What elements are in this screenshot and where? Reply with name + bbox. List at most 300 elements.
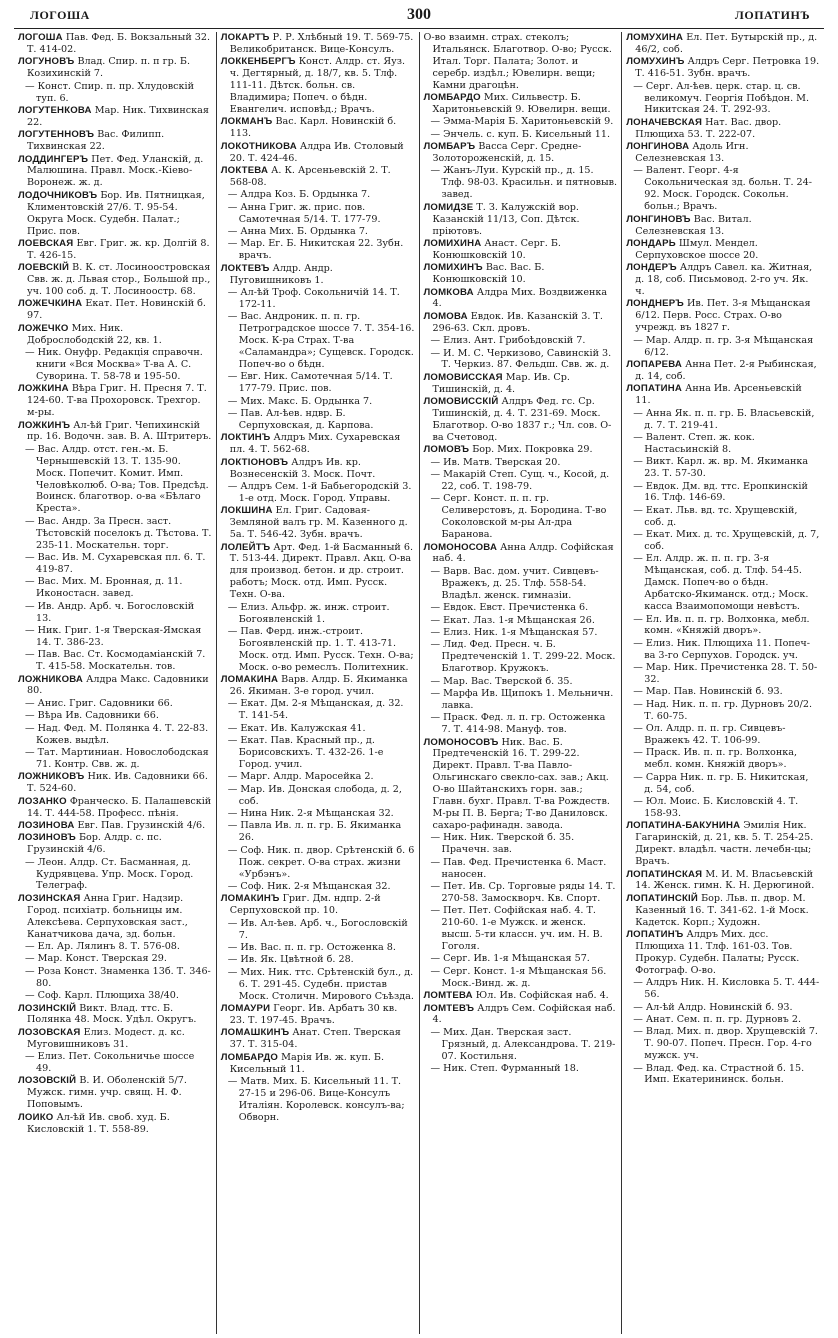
directory-entry [221,626,415,674]
entry-details: Праск. Ив. п. п. гр. Волхонка, мебл. комн. Княжiй дворъ». [644,747,797,771]
entry-details: Евг. Григ. ж. кр. Долгiй 8. Т. 426-15. [27,237,210,261]
directory-entry [424,676,618,688]
directory-entry [626,686,820,698]
directory-entry [626,432,820,456]
directory-entry [424,335,618,347]
entry-surname: ЛОНДЕРЪ [626,262,677,274]
entry-details: Екат. Дм. 2-я Мѣщанская, д. 32. Т. 141-54. [238,698,404,722]
entry-details: Анна Пет. 2-я Рыбинская, д. 14, соб. [635,358,817,382]
entry-details: Ел. Ив. п. п. гр. Волхонка, мебл. комн. «Княжiй дворъ». [644,613,810,637]
entry-details: Жанъ-Луи. Курскiй пр., д. 15. Тлф. 98-03. Красильн. и пятновыв. завед. [441,165,618,201]
entry-details: А. К. Арсеньевскiй 2. Т. 568-08. [229,164,391,188]
entry-details: Ив. Андр. Арб. ч. Богословскiй 13. [36,600,195,624]
directory-entry [221,942,415,954]
directory-entry [221,396,415,408]
entry-details: Алдра Мих. Воздвиженка 4. [432,286,608,310]
directory-entry [626,699,820,723]
entry-surname: ЛОМОВЪ [423,444,470,456]
directory-entry [221,542,415,602]
entry-surname: ЛОКШИНА [220,505,273,517]
directory-entry [221,165,415,189]
entry-details: Влад. Спир. п. п гр. Б. Козихинскiй 7. [27,56,190,80]
directory-entry [626,383,820,407]
entry-details: Елиз. Модест. д. кс. Муговишниковъ 31. [27,1026,185,1050]
directory-entry [626,614,820,638]
entry-details: Анат. Сем. п. п. гр. Дурновъ 2. [645,1013,801,1025]
directory-entry [626,56,820,80]
directory-entry [18,81,212,105]
entry-details: Алдръ Фед. гс. Ср. Тишинскiй, д. 4. Т. 231-69. Моск. Благотвор. О-во 1837 г.; Чл. сов. О-ва Счетовод. [432,396,612,443]
directory-entry [626,32,820,56]
directory-entry [424,688,618,712]
entry-details: Анис. Григ. Садовники 66. [37,697,173,709]
entry-surname: ЛОЗИНОВЪ [18,832,76,844]
entry-details: В. К. ст. Лосиноостровская Свв. ж. д. Львая стор., Большой пр., уч. 100 соб. д. Т. Лосиноостр. 68. [27,262,211,298]
directory-entry [18,1051,212,1075]
entry-details: Ал-ѣй Алдр. Новинскiй б. 93. [645,1001,793,1013]
entry-details: Бор. Алдр. с. пс. Грузинскiй 4/6. [27,832,162,856]
entry-surname: ЛОНАЧЕВСКАЯ [626,116,703,128]
directory-entry [221,505,415,541]
directory-columns [14,32,824,1334]
directory-entry [424,396,618,444]
directory-entry [221,408,415,432]
directory-entry [221,56,415,116]
running-head-right: ЛОПАТИНЪ [734,8,810,22]
directory-entry [626,796,820,820]
directory-entry [221,698,415,722]
entry-details: И. М. С. Черкизово, Савинскiй 3. Т. Черкиз. 87. Фельдш. Свв. ж. д. [441,347,612,371]
entry-surname: ЛОПАТИНСКIЙ [626,892,699,904]
entry-details: Матв. Мих. Б. Кисельный 11. Т. 27-15 и 296-06. Вице-Консулъ Италiян. Королевск. консулъ-ва; Обворн. [238,1075,405,1123]
entry-details: Анаст. Серг. Б. Конюшковскiй 10. [432,237,561,261]
entry-details: Соф. Ник. 2-я Мѣщанская 32. [240,880,391,892]
entry-details: Юл. Моис. Б. Кисловскiй 4. Т. 158-93. [644,796,799,819]
directory-entry [221,893,415,917]
directory-entry [18,953,212,965]
directory-entry [424,542,618,566]
entry-details: Викт. Влад. ттс. Б. Полянка 48. Моск. Удѣл. Округъ. [27,1002,197,1026]
entry-details: Нат. Вас. двор. Плющиха 53. Т. 222-07. [635,116,782,140]
directory-entry [424,905,618,953]
directory-entry [221,881,415,893]
entry-surname: ЛОМОВА [423,310,468,322]
directory-entry [626,298,820,334]
entry-details: Ник. Григ. 1-я Тверская-Ямская 14. Т. 386-23. [36,624,202,648]
entry-details: Ал-ѣй Ив. своб. худ. Б. Кисловскiй 1. Т. 558-89. [27,1111,170,1135]
directory-entry [424,639,618,675]
directory-entry [626,81,820,117]
entry-surname: ЛОГУТЕННОВЪ [18,129,95,141]
directory-entry [626,214,820,238]
entry-details: Шмул. Мендел. Серпуховское шоссе 20. [635,237,759,261]
directory-entry [221,371,415,395]
directory-entry [18,747,212,771]
entry-surname: ЛОЗИНОВА [18,819,75,831]
entry-surname: ЛОГОША [18,32,63,43]
entry-surname: ЛОЛЕЙТЪ [220,541,271,553]
entry-surname: ЛОМАКИНЪ [220,893,280,905]
entry-details: Екат. Льв. вд. тс. Хрущевскiй, соб. д. [644,504,798,528]
entry-details: Евдок. Евст. Пречистенка 6. [443,602,589,614]
entry-surname: ЛОМКОВА [423,286,474,298]
entry-details: Мар. Вас. Тверской б. 35. [443,675,573,687]
entry-surname: ЛОНДАРЬ [626,237,676,249]
entry-details: Вас. Ив. М. Сухаревская пл. 6. Т. 419-87. [36,551,206,575]
directory-entry [626,456,820,480]
directory-entry [18,698,212,710]
directory-entry [221,808,415,820]
directory-entry [18,420,212,444]
directory-entry [424,615,618,627]
directory-entry [18,298,212,322]
entry-details: Елиз. Ник. Плющиха 11. Попеч-ва 3-го Серпухов. Городск. уч. [644,637,810,661]
directory-entry [221,1027,415,1051]
entry-surname: ЛОЖЕЧКО [18,322,69,334]
directory-entry [221,967,415,1003]
entry-details: Леон. Алдр. Ст. Басманная, д. Кудрявцева. Упр. Моск. Город. Телеграф. [36,856,194,892]
directory-entry [221,238,415,262]
entry-details: Ел. Алдр. ж. п. п. гр. 3-я Мѣщанская, соб. д. Тлф. 54-45. Дамск. Попеч-во о бѣдн. Арбатско-Якиманск. отд.; Моск. касса Взаимопомощи невѣстъ. [644,553,809,613]
entry-details: Мар. Ив. Донская слобода, д. 2, соб. [238,783,402,807]
directory-entry [18,154,212,190]
entry-details: Алдра Коз. Б. Ордынка 7. [240,189,371,201]
directory-entry [626,117,820,141]
entry-surname: ЛОКТЕВА [220,164,269,176]
entry-details: Мар. Ник. Пречистенка 28. Т. 50-32. [644,662,818,686]
directory-entry [626,408,820,432]
directory-entry [221,116,415,140]
directory-entry [18,990,212,1002]
directory-entry [424,566,618,602]
entry-details: Мих. Ник. ттс. Срѣтенскiй бул., д. 6. Т. 291-45. Судебн. пристав Моск. Столичн. Мирового Съѣзда. [238,966,414,1002]
entry-surname: ЛОККЕНБЕРГЪ [220,56,296,68]
directory-entry [221,263,415,287]
entry-details: Ел. Григ. Садовая-Земляной валъ гр. М. Казенного д. 5а. Т. 546-42. Зубн. врачъ. [229,505,408,541]
directory-entry [18,893,212,941]
entry-details: Анна Григ. Надзир. Город. психiатр. больницы им. Алексѣева. Серпуховская заст., Канатчикова дача, зд. больн. [27,892,188,940]
running-head-left: ЛОГОША [30,8,90,22]
directory-entry [626,238,820,262]
entry-details: Пет. Фед. Уланскiй, д. Малюшина. Правл. Моск.-Кiево-Воронеж. ж. д. [27,153,204,189]
directory-entry [626,772,820,796]
directory-entry [221,457,415,481]
entry-details: Ник. Онуфр. Редакцiя справочн. книги «Вся Москва» Т-ва А. С. Суворина. Т. 58-78 и 195-50. [36,347,203,382]
directory-entry [424,457,618,469]
entry-details: Валент. Георг. 4-я Сокольническая зд. больн. Т. 24-92. Моск. Городск. Сокольн. больн.; Врачъ. [644,165,813,213]
directory-entry [424,238,618,262]
directory-entry [626,1002,820,1014]
entry-surname: ЛОМБАРДО [220,1051,279,1063]
entry-surname: ЛОМОНОСОВА [423,541,498,553]
column-4 [622,32,824,1334]
directory-entry [18,710,212,722]
directory-entry [626,977,820,1001]
entry-details: Мих. Сильвестр. Б. Харитоньевскiй 9. Ювелирн. вещи. [432,92,611,115]
entry-surname: ЛОМИХИНЪ [423,262,483,274]
directory-entry [221,1076,415,1124]
entry-details: Анна Як. п. п. гр. Б. Власьевскiй, д. 7. Т. 219-41. [644,407,815,431]
entry-details: Варв. Вас. дом. учит. Сивцевъ-Вражекъ, д. 25. Тлф. 558-54. Владѣл. женск. гимназiи. [441,565,599,601]
entry-details: Вас. Филипп. Тихвинская 22. [27,129,165,153]
entry-details: Серг. Конст. 1-я Мѣщанская 56. Моск.-Винд. ж. д. [441,965,607,989]
entry-surname: ЛОНГИНОВЪ [626,213,691,225]
entry-details: Серг. Конст. п. п. гр. Селиверстовъ, д. Бородина. Т-во Соколовской м-ры Ал-дра Баранова. [441,493,607,541]
entry-details: Алдръ Мих. Сухаревская пл. 4. Т. 562-68. [229,432,401,456]
directory-entry [626,638,820,662]
directory-entry [221,784,415,808]
entry-details: Мих. Дан. Тверская заст. Грязный, д. Александрова. Т. 219-07. Костильня. [441,1026,616,1062]
entry-details: Елиз. Ник. 1-я Мѣщанская 57. [443,626,598,638]
entry-surname: ЛОМИХИНА [423,237,482,249]
directory-entry [424,857,618,881]
directory-entry [221,287,415,311]
directory-entry [221,432,415,456]
entry-surname: ЛОПАТИНСКАЯ [626,868,703,880]
entry-surname: ЛОКТЕВЪ [220,262,270,274]
entry-details: Ол. Алдр. п. п. гр. Сивцевъ-Вражекъ 42. Т. 106-99. [644,723,786,747]
entry-surname: ЛОКАРТЪ [220,32,270,43]
entry-details: Ник. Вас. Б. Предтеченскiй 16. Т. 299-22. Директ. Правл. Т-ва Павло-Ольгинскаго свекло-сах. зав.; Акц. О-во Шайтанскихъ горн. зав.; Главн. бухг. Правл. Т-ва Рождеств. М-ры П. В. Берга; Т-во Даниловск. сахаро-рафинадн. завода. [432,736,610,831]
directory-entry [424,165,618,201]
directory-entry [221,674,415,698]
entry-details: Елиз. Ант. Грибоѣдовскiй 7. [443,335,586,347]
entry-details: Анат. Степ. Тверская 37. Т. 315-04. [229,1027,401,1051]
entry-details: Екат. Пет. Новинскiй б. 97. [27,298,206,322]
directory-entry [626,1026,820,1062]
entry-surname: ЛОПАТИНА-БАКУНИНА [626,820,741,832]
entry-details: М. И. М. Власьевскiй 14. Женск. гимн. К. Н. Дерюгиной. [635,868,815,892]
entry-surname: ЛОКМАНЪ [220,116,273,128]
directory-entry [424,372,618,396]
entry-details: Мар. Ник. Тихвинская 22. [27,104,209,128]
directory-entry [18,383,212,419]
entry-details: Над. Ник. п. п. гр. Дурновъ 20/2. Т. 60-75. [644,698,813,722]
entry-surname: ЛОМАКИНА [220,674,279,686]
entry-surname: ЛОКОТНИКОВА [220,140,297,152]
entry-surname: ЛОМОНОСОВЪ [423,736,499,748]
entry-details: Евг. Ник. Самотечная 5/14. Т. 177-79. Прис. пов. [238,371,393,395]
column-2 [217,32,420,1334]
entry-surname: ЛОИКО [18,1111,54,1123]
entry-details: Ив. Пет. 3-я Мѣщанская 6/12. Перв. Росс. Страх. О-во учрежд. въ 1827 г. [635,298,811,334]
directory-entry [626,165,820,213]
directory-entry [221,820,415,844]
entry-details: Евг. Пав. Грузинскiй 4/6. [77,819,206,831]
entry-details: Бор. Ив. Пятницкая, Климентовскiй 27/6. Т. 95-54. Округа Моск. Судебн. Палат.; Прис. пов. [27,189,205,237]
entry-details: Пет. Ив. Ср. Торговые ряды 14. Т. 270-58. Замоскворч. Кв. Спорт. [441,880,616,904]
entry-details: Эмма-Марiя Б. Харитоньевскiй 9. [443,116,614,128]
entry-details: Анна Григ. ж. прис. пов. Самотечная 5/14. Т. 177-79. [238,201,381,225]
directory-entry [221,723,415,735]
directory-entry [626,262,820,298]
entry-details: Ел. Пет. Бутырскiй пр., д. 46/2, соб. [635,32,818,55]
directory-entry [626,359,820,383]
entry-details: Валент. Степ. ж. кок. Настасьинскiй 8. [644,431,755,455]
entry-details: Алдръ Мих. дсс. Плющиха 11. Тлф. 161-03. Тов. Прокур. Судебн. Палаты; Русск. Фотограф. О-во. [635,929,800,976]
entry-details: Юл. Ив. Софiйская наб. 4. [475,990,609,1002]
directory-entry [424,92,618,116]
entry-details: Алдр. Андр. Пуговишниковъ 1. [229,262,333,286]
directory-entry [424,116,618,128]
directory-entry [18,796,212,820]
entry-surname: ЛОГУНОВЪ [18,56,75,68]
entry-details: О-во взаимн. страх. стеколъ; Итальянск. Благотвор. О-во; Русск. Итал. Торг. Палата; Золот. и серебр. издѣл.; Ювелирн. вещи; Камни драгоцѣн. [423,32,612,91]
entry-surname: ЛОМИДЗЕ [423,201,474,213]
entry-surname: ЛОЗОВСКIЙ [18,1075,77,1087]
entry-details: Анна Ив. Арсеньевскiй 11. [635,383,802,407]
entry-details: Марг. Алдр. Маросейка 2. [240,771,374,783]
directory-entry [221,954,415,966]
entry-details: Васса Серг. Средне-Золотороженскiй, д. 15. [432,141,582,165]
entry-details: Макарiй Степ. Сущ. ч., Косой, д. 22, соб. Т. 198-79. [441,469,610,493]
directory-entry [18,674,212,698]
entry-details: Конст. Алдр. ст. Яуз. ч. Дегтярный, д. 18/7, кв. 5. Тлф. 111-11. Дѣтск. больн. св. Владимира; Попеч. о бѣдн. Евангелич. исповѣд.; Врачъ. [229,56,406,115]
entry-details: Ник. Ник. Тверской б. 35. Прачечн. зав. [441,832,575,856]
entry-details: Адоль Игн. Селезневская 13. [635,141,749,165]
directory-entry [626,869,820,893]
entry-details: Мар. Ег. Б. Никитская 22. Зубн. врачъ. [238,238,404,262]
entry-details: Франческо. Б. Палашевскiй 14. Т. 444-58. Професс. пѣнiя. [27,795,212,819]
directory-entry [18,32,212,56]
entry-details: Алдръ Ник. Н. Кисловка 5. Т. 444-56. [644,977,820,1001]
entry-details: Марфа Ив. Щипокъ 1. Мельничн. лавка. [441,687,614,711]
directory-entry [424,129,618,141]
entry-details: Серг. Ал-ѣев. церк. стар. ц. св. великомуч. Георгiя Побѣдон. М. Никитская 24. Т. 292-93. [644,80,810,116]
entry-surname: ЛОМУХИНЪ [626,56,685,68]
entry-surname: ЛОПАТИНА [626,383,683,395]
entry-surname: ЛОПАТИНЪ [626,929,684,941]
column-3 [420,32,623,1334]
entry-surname: ЛОЖКИНЪ [18,419,71,431]
entry-details: Ал-ѣй Григ. Чепихинскiй пр. 16. Водочн. зав. В. А. Штритеръ. [27,419,212,443]
entry-details: Вас. Витал. Селезневская 13. [635,213,752,237]
entry-surname: ЛОКТIОНОВЪ [220,456,289,468]
directory-entry [221,918,415,942]
entry-details: Екат. Пав. Красный пр., д. Борисовскихъ. Т. 432-26. 1-е Город. учил. [238,735,384,770]
entry-details: Анна Алдр. Софiйская наб. 4. [432,541,614,565]
directory-entry [18,56,212,80]
entry-details: Пет. Пет. Софiйская наб. 4. Т. 210-60. 1-е Мужск. и женск. высш. 5-ти классн. уч. им. Н. В. Гоголя. [441,905,603,952]
entry-details: Мар. Конст. Тверская 29. [37,953,167,965]
entry-surname: ЛОМОВИССКIЙ [423,396,499,408]
entry-details: Ив. Як. Цвѣтной б. 28. [240,954,354,966]
directory-entry [626,820,820,868]
directory-entry [424,602,618,614]
entry-details: Алдръ Савел. ка. Житная, д. 18, соб. Письмовод. 2-го уч. Як. ч. [635,262,813,298]
entry-surname: ЛОЗИНСКАЯ [18,892,81,904]
entry-details: Георг. Ив. Арбатъ 30 кв. 23. Т. 197-45. Врачъ. [229,1003,398,1026]
entry-details: Вас. Карл. Новинскiй б. 113. [229,116,397,140]
directory-entry [221,481,415,505]
entry-details: Мар. Ив. Ср. Тишинскiй, д. 4. [432,371,570,395]
directory-entry [424,990,618,1002]
entry-surname: ЛОЖКИНА [18,383,69,395]
directory-entry [626,529,820,553]
entry-surname: ЛОМБАРДО [423,92,481,104]
directory-entry [626,893,820,929]
entry-surname: ЛОЖЕЧКИНА [18,298,83,310]
directory-entry [424,348,618,372]
directory-entry [18,1075,212,1111]
entry-details: Эмилiя Ник. Гагаринскiй, д. 21, кв. 5. Т. 254-25. Директ. владѣл. частн. лечебн-цы; Врачъ. [635,820,814,868]
directory-entry [424,287,618,311]
directory-entry [18,857,212,893]
entry-details: Лид. Фед. Пресн. ч. Б. Предтеченскiй 1. Т. 299-22. Моск. Благотвор. Кружокъ. [441,639,616,675]
directory-entry [626,723,820,747]
entry-details: Пав. Вас. Ст. Космодамiанскiй 7. Т. 415-58. Москательн. тов. [36,649,206,673]
directory-entry [221,771,415,783]
entry-surname: ЛОНГИНОВА [626,141,690,153]
directory-entry [424,1003,618,1027]
entry-details: Ник. Ив. Садовники 66. Т. 524-60. [27,771,208,795]
directory-entry [626,747,820,771]
entry-details: Анна Мих. Б. Ордынка 7. [240,226,368,237]
directory-entry [626,481,820,505]
entry-details: Влад. Мих. п. двор. Хрущевскiй 7. Т. 90-07. Попеч. Пресн. Гор. 4-го мужск. уч. [644,1026,818,1062]
directory-entry [18,262,212,298]
directory-entry [221,32,415,56]
entry-details: Ив. Ал-ѣев. Арб. ч., Богословскiй 7. [238,917,408,941]
directory-entry [424,737,618,832]
entry-surname: ЛОЗАНКО [18,795,67,807]
entry-details: Т. З. Калужскiй вор. Казанскiй 11/13, Соп. Дѣтск. прiютовъ. [432,201,580,237]
directory-entry [18,941,212,953]
entry-details: Вѣра Ив. Садовники 66. [37,710,159,722]
directory-entry [424,1027,618,1063]
entry-details: Мих. Ник. Доброслободскiй 22, кв. 1. [27,322,162,346]
directory-entry [18,1003,212,1027]
entry-details: Влад. Фед. ка. Страстной б. 15. Имп. Екатерининск. больн. [644,1062,805,1086]
entry-surname: ЛОЗОВСКАЯ [18,1026,81,1038]
entry-details: Нина Ник. 2-я Мѣщанская 32. [240,808,394,819]
directory-entry [424,881,618,905]
directory-entry [424,141,618,165]
entry-details: Викт. Карл. ж. вр. М. Якиманка 23. Т. 57-30. [644,456,809,480]
entry-surname: ЛОМБАРЪ [423,141,476,153]
entry-details: Р. Р. Хлѣбный 19. Т. 569-75. Великобританск. Вице-Консулъ. [229,32,414,55]
entry-details: Тат. Мартиниан. Новослободская 71. Контр. Свв. ж. д. [36,746,209,770]
entry-details: Пав. Фед. Пречистенка 6. Маст. наносен. [441,856,607,880]
entry-surname: ЛОНДНЕРЪ [626,298,684,310]
directory-entry [626,335,820,359]
entry-details: Вас. Андроник. п. п. гр. Петроградское шоссе 7. Т. 354-16. Моск. К-ра Страх. Т-ва «Саламандра»; Сущевск. Городск. Попеч-во о бѣдн. [238,311,415,370]
directory-entry [424,311,618,335]
directory-entry [18,347,212,383]
entry-details: Пав. Фед. Б. Вокзальный 32. Т. 414-02. [27,32,211,55]
directory-entry [626,553,820,613]
directory-entry [18,1112,212,1136]
directory-entry [18,516,212,552]
entry-details: Вѣра Григ. Н. Пресня 7. Т. 124-60. Т-ва Прохоровск. Трехгор. м-ры. [27,383,207,419]
directory-entry [18,238,212,262]
entry-details: В. И. Оболенскiй 5/7. Мужск. гимн. учр. свящ. Н. Ф. Поповымъ. [27,1075,187,1111]
directory-entry [18,771,212,795]
entry-details: Вас. Алдр. отст. ген.-м. Б. Чернышевскiй 13. Т. 135-90. Моск. Попечит. Комит. Имп. Человѣколюб. О-ва; Тов. Предсѣд. Воинск. благотвор. о-ва «Бѣлаго Креста». [36,443,209,515]
entry-details: Ив. Матв. Тверская 20. [443,456,561,468]
directory-entry [626,1063,820,1087]
entry-surname: ЛОЕВСКIЙ [18,262,70,274]
entry-surname: ЛОЗИНСКIЙ [18,1002,77,1014]
entry-details: Вас. Мих. М. Бронная, д. 11. Иконостасн. завед. [36,576,183,600]
directory-entry [221,735,415,771]
entry-details: Варв. Алдр. Б. Якиманка 26. Якиман. 3-е город. учил. [229,674,408,697]
directory-entry [424,832,618,856]
directory-entry [18,105,212,129]
entry-details: Мих. Макс. Б. Ордынка 7. [240,395,373,407]
directory-entry [18,832,212,856]
directory-entry [221,1052,415,1076]
